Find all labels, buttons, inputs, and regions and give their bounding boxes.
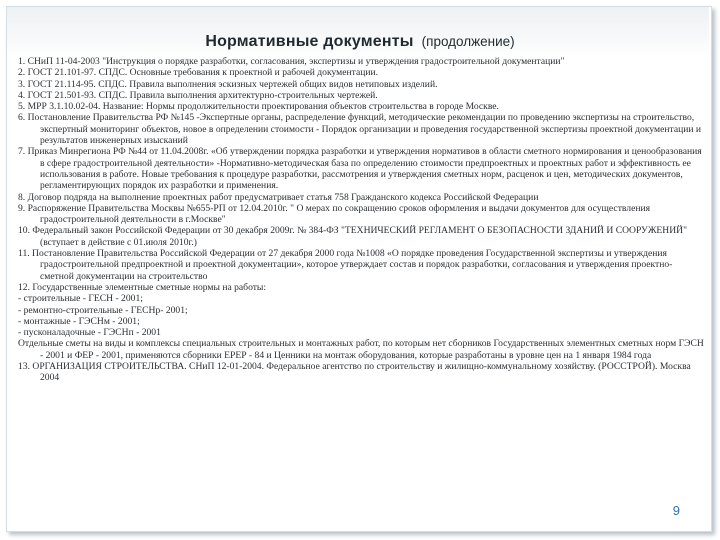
- list-item: 6. Постановление Правительства РФ №145 -Экспертные органы, распределение функций, методические рекомендации по проведению экспертизы на строительство, экспертный мониторинг объектов, новое в определении стоимости - Порядок организации и проведения государственной экспертизы проектной документации и результатов инженерных изысканий: [18, 112, 702, 147]
- list-item: Отдельные сметы на виды и комплексы специальных строительных и монтажных работ, по которым нет сборников Государственных элементных сметных норм ГЭСН - 2001 и ФЕР - 2001, применяются сборники ЕРЕР - 84 и Ценники на монтаж оборудования, которые разработаны в уровне цен на 1 января 1984 года: [18, 338, 704, 361]
- document-list: [18, 56, 704, 384]
- list-item: 10. Федеральный закон Российской Федерации от 30 декабря 2009г. № 384-ФЗ "ТЕХНИЧЕСКИЙ РЕГЛАМЕНТ О БЕЗОПАСНОСТИ ЗДАНИЙ И СООРУЖЕНИЙ" (вступает в действие с 01.июля 2010г.): [18, 225, 687, 248]
- list-item: 12. Государственные элементные сметные нормы на работы:: [18, 281, 267, 293]
- norm-line: - строительные - ГЕСН - 2001;: [18, 293, 143, 305]
- list-item: 2. ГОСТ 21.101-97. СПДС. Основные требования к проектной и рабочей документации.: [18, 67, 378, 79]
- norm-line: - пусконаладочные - ГЭСНп - 2001: [18, 327, 161, 339]
- list-item: 7. Приказ Минрегиона РФ №44 от 11.04.2008г. «Об утверждении порядка разработки и утверждения нормативов в области сметного нормирования и ценообразования в сфере градостроительной деятельности» -Нормативно-методическая база по определению стоимости предпроектных и проектных работ и эффективность ее использования в работе. Новые требования к процедуре разработки, рассмотрения и утверждения сметных норм, расценок и цен, методических документов, регламентирующих порядок их разработки и применения.: [18, 146, 702, 192]
- list-item: 8. Договор подряда на выполнение проектных работ предусматривает статья 758 Гражданского кодекса Российской Федерации: [18, 191, 539, 203]
- list-item: 1. СНиП 11-04-2003 "Инструкция о порядке разработки, согласования, экспертизы и утверждения градостроительной документации": [18, 56, 565, 67]
- list-item: 4. ГОСТ 21.501-93. СПДС. Правила выполнения архитектурно-строительных чертежей.: [18, 89, 378, 101]
- slide-title-sub: (продолжение): [421, 34, 515, 49]
- list-item: 11. Постановление Правительства Российской Федерации от 27 декабря 2000 года №1008 «О порядке проведения Государственной экспертизы и утверждения градостроительной предпроектной и проектной документации», которое утверждает состав и порядок разработки, согласования и утверждения проектно-сметной документации на строительство: [18, 248, 673, 282]
- list-item: 13. ОРГАНИЗАЦИЯ СТРОИТЕЛЬСТВА. СНиП 12-01-2004. Федеральное агентство по строительству и жилищно-коммунальному хозяйству. (РОССТРОЙ). Москва 2004: [18, 361, 691, 384]
- slide-title-main: Нормативные документы: [205, 33, 414, 50]
- list-item: 3. ГОСТ 21.114-95. СПДС. Правила выполнения эскизных чертежей общих видов нетиповых изделий.: [18, 78, 438, 90]
- list-item: 5. МРР 3.1.10.02-04. Название: Нормы продолжительности проектирования объектов строительства в городе Москве.: [18, 101, 499, 113]
- norm-line: - монтажные - ГЭСНм - 2001;: [18, 315, 140, 327]
- list-item: 9. Распоряжение Правительства Москвы №655-РП от 12.04.2010г. " О мерах по сокращению сроков оформления и выдачи документов для осуществления градостроительной деятельности в г.Москве": [18, 202, 651, 226]
- norm-line: - ремонтно-строительные - ГЕСНр- 2001;: [18, 304, 188, 316]
- slide-title: [0, 33, 720, 51]
- page-number: 9: [672, 503, 680, 518]
